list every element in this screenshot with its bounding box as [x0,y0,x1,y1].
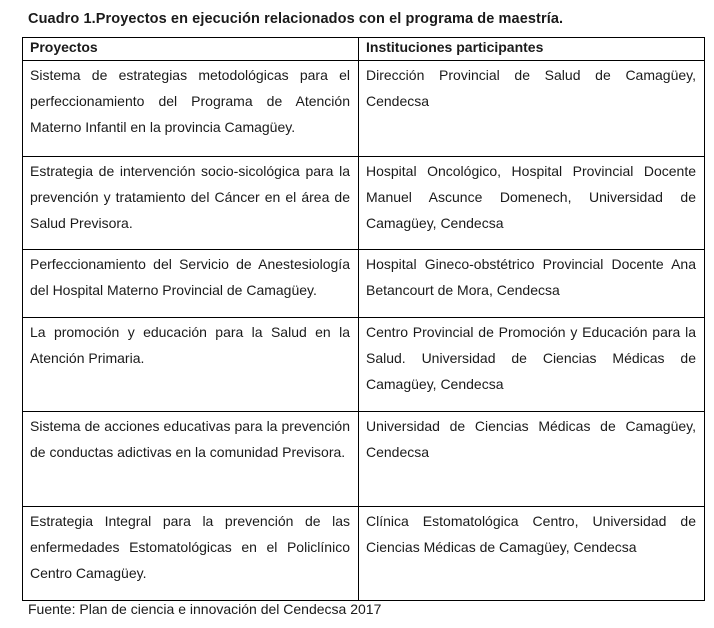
proyecto-cell [23,250,359,318]
proyecto-text: Estrategia de intervención socio-sicológica para la prevención y tratamiento del Cáncer en el área de Salud Previsora. [30,163,350,231]
table-caption: Cuadro 1.Proyectos en ejecución relacionados con el programa de maestría. [28,11,564,27]
instituciones-cell [359,412,705,507]
instituciones-text: Centro Provincial de Promoción y Educación para la Salud. Universidad de Ciencias Médicas de Camagüey, Cendecsa [366,324,696,392]
table-row [23,507,705,601]
instituciones-cell [359,157,705,250]
table-row [23,61,705,157]
proyecto-cell [23,318,359,412]
column-header-instituciones: Instituciones participantes [359,38,705,61]
table-row [23,318,705,412]
instituciones-cell [359,61,705,157]
proyecto-cell [23,61,359,157]
instituciones-text: Clínica Estomatológica Centro, Universidad de Ciencias Médicas de Camagüey, Cendecsa [366,513,696,555]
proyecto-text: Sistema de estrategias metodológicas para el perfeccionamiento del Programa de Atención Materno Infantil en la provincia Camagüey. [30,67,350,135]
instituciones-text: Dirección Provincial de Salud de Camagüey, Cendecsa [366,67,696,109]
instituciones-text: Hospital Gineco-obstétrico Provincial Docente Ana Betancourt de Mora, Cendecsa [366,256,696,298]
proyecto-text: La promoción y educación para la Salud en la Atención Primaria. [30,324,350,366]
proyecto-text: Estrategia Integral para la prevención de las enfermedades Estomatológicas en el Policlínico Centro Camagüey. [30,513,350,581]
proyecto-text: Sistema de acciones educativas para la prevención de conductas adictivas en la comunidad Previsora. [30,418,350,460]
proyecto-cell [23,507,359,601]
projects-table [22,37,705,601]
table-row [23,157,705,250]
proyecto-cell [23,412,359,507]
proyecto-cell [23,157,359,250]
table-header-row [23,38,705,61]
instituciones-cell [359,250,705,318]
table-row [23,412,705,507]
instituciones-cell [359,507,705,601]
instituciones-text: Universidad de Ciencias Médicas de Camagüey, Cendecsa [366,418,696,460]
proyecto-text: Perfeccionamiento del Servicio de Anestesiología del Hospital Materno Provincial de Camagüey. [30,256,350,298]
instituciones-cell [359,318,705,412]
column-header-proyectos: Proyectos [23,38,359,61]
table-row [23,250,705,318]
source-note: Fuente: Plan de ciencia e innovación del Cendecsa 2017 [28,601,382,617]
instituciones-text: Hospital Oncológico, Hospital Provincial Docente Manuel Ascunce Domenech, Universidad de Camagüey, Cendecsa [366,163,696,231]
